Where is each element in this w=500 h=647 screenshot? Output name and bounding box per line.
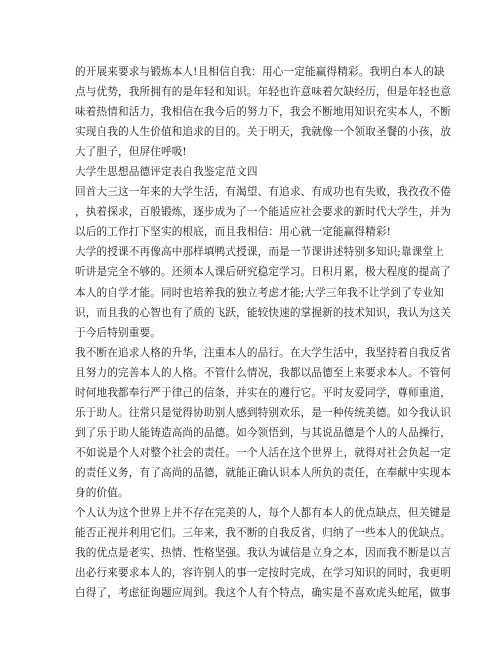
text-line: 的开展来要求与锻炼本人!且相信自我：用心一定能赢得精彩。我明白本人的缺 [75, 66, 445, 78]
text-line: 于今后特别重要。 [75, 326, 161, 339]
text-line: 实现自我的人生价值和追求的目的。关于明天，我就像一个领取圣餐的小孩，放 [75, 126, 452, 139]
text-line: 味着热情和活力，我相信在我今后的努力下，我会不断地用知识充实本人，不断 [75, 106, 452, 119]
text-line: 大了胆子，但屏住呼吸! [75, 146, 187, 159]
document-page [75, 62, 452, 603]
text-line: 出必行来要求本人的，容许别人的事一定按时完成，在学习知识的同时，我更明 [75, 567, 452, 580]
text-line: 点与优势，我所拥有的是年轻和知识。年轻也许意味着欠缺经历，但是年轻也意 [75, 86, 452, 99]
text-line: 时何地我都奉行严于律己的信条，并实在的遵行它。平时友爱同学，尊师重道， [75, 386, 452, 399]
text-line: 回首大三这一年来的大学生活，有渴望、有追求、有成功也有失败，我孜孜不倦 [75, 186, 452, 199]
text-line: 个人认为这个世界上并不存在完美的人，每个人都有本人的优点缺点，但关键是 [75, 507, 452, 520]
text-line: 识，而且我的心智也有了质的飞跃，能较快速的掌握新的技术知识，我认为这关 [75, 306, 452, 319]
text-line: 到了乐于助人能铸造高尚的品德。如今领悟到，与其说品德是个人的人品操行， [75, 426, 452, 439]
text-line: 白得了，考虑征询题应周到。我这个人有个特点，确实是不喜欢虎头蛇尾，做事 [75, 587, 452, 600]
text-line: 我不断在追求人格的升华，注重本人的品行。在大学生活中，我坚持着自我反省 [75, 346, 452, 359]
text-line: 大学的授课不再像高中那样填鸭式授课，而是一节课讲述特别多知识;靠课堂上 [75, 246, 445, 259]
text-line: 不如说是个人对整个社会的责任。一个人活在这个世界上，就得对社会负起一定 [75, 446, 452, 459]
text-line: 我的优点是老实、热情、性格坚强。我认为诚信是立身之本，因而我不断是以言 [75, 547, 452, 560]
text-line: 本人的自学才能。同时也培养我的独立考虑才能;大学三年我不让学到了专业知 [75, 286, 445, 299]
text-line: 的责任义务，有了高尚的品德，就能正确认识本人所负的责任，在奉献中实现本 [75, 466, 452, 479]
text-line: 听讲是完全不够的。还须本人课后研究稳定学习。日积月累，极大程度的提高了 [75, 266, 452, 279]
text-line: 且努力的完善本人的人格。不管什么情况，我都以品德至上来要求本人。不管何 [75, 366, 452, 379]
text-line: 以后的工作打下坚实的根底，而且我相信：用心就一定能赢得精彩! [75, 226, 391, 239]
text-line: 身的价值。 [75, 486, 129, 499]
text-line: ，执着探求，百般锻炼，逐步成为了一个能适应社会要求的新时代大学生，并为 [75, 206, 452, 219]
text-line: 能否正视并利用它们。三年来，我不断的自我反省，归纳了一些本人的优缺点。 [75, 527, 452, 540]
text-line: 乐于助人。往常只是觉得协助别人感到特别欢乐，是一种传统美德。如今我认识 [75, 406, 452, 419]
section-heading: 大学生思想品德评定表自我鉴定范文四 [75, 166, 258, 179]
